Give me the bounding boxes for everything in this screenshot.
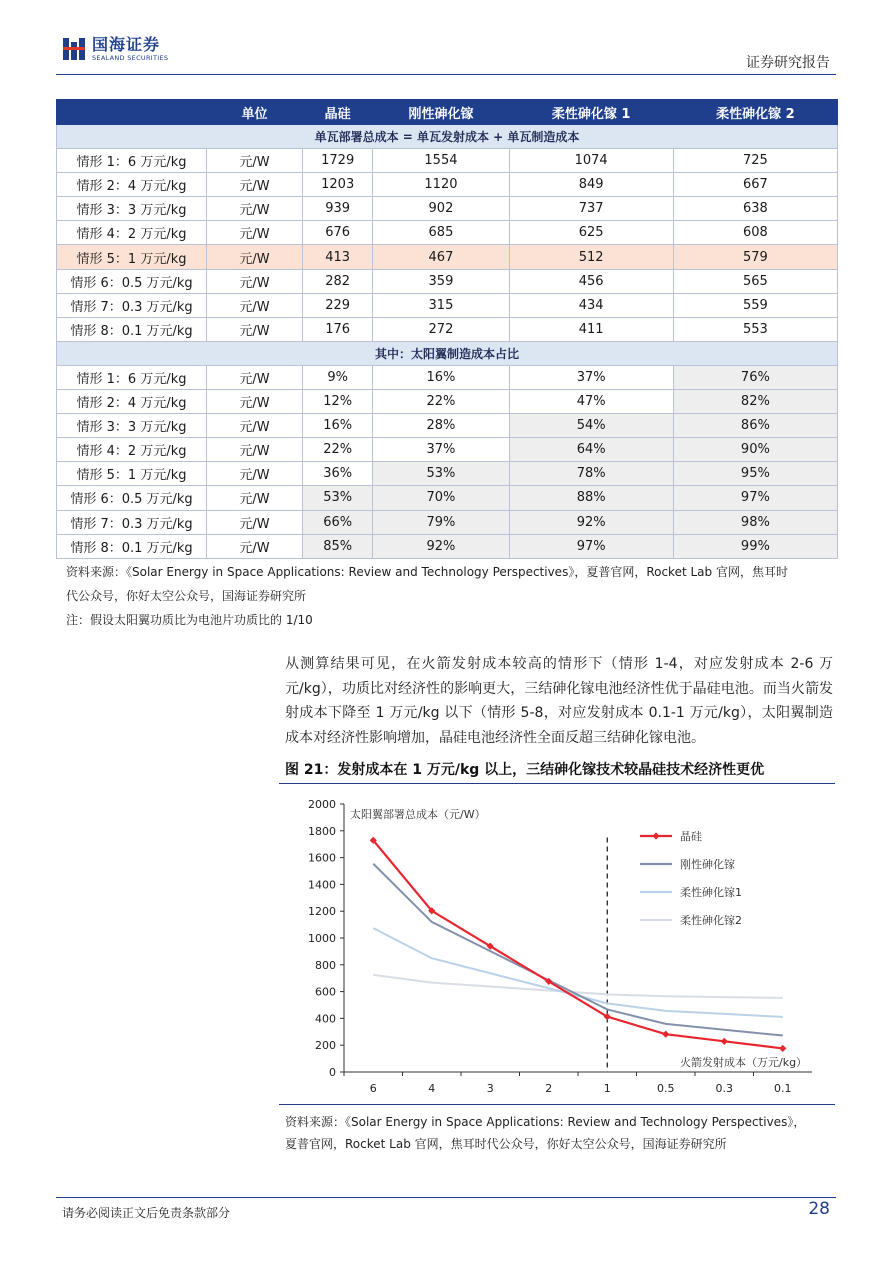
scenario-label: 情形 4：2 万元/kg [57, 221, 207, 245]
value-cell: 467 [373, 245, 509, 269]
table-source-line1: 资料来源：《Solar Energy in Space Applications: Review and Technology Perspectives》，夏普官网，Rocket Lab 官网，焦耳时 [66, 565, 788, 579]
value-cell: 176 [303, 317, 373, 341]
value-cell: 53% [303, 486, 373, 510]
x-tick-label: 4 [428, 1082, 436, 1095]
column-header: 刚性砷化镓 [373, 100, 509, 125]
value-cell: 849 [509, 173, 673, 197]
unit-cell: 元/W [207, 245, 303, 269]
value-cell: 608 [673, 221, 837, 245]
value-cell: 725 [673, 149, 837, 173]
y-axis-label: 太阳翼部署总成本（元/W） [350, 808, 486, 821]
scenario-label: 情形 6：0.5 万元/kg [57, 486, 207, 510]
value-cell: 47% [509, 390, 673, 414]
legend-label: 柔性砷化镓2 [680, 914, 742, 927]
value-cell: 16% [373, 365, 509, 389]
value-cell: 97% [509, 534, 673, 558]
unit-cell: 元/W [207, 510, 303, 534]
scenario-label: 情形 3：3 万元/kg [57, 197, 207, 221]
table-section-header [57, 125, 838, 149]
table-row [57, 149, 838, 173]
value-cell: 66% [303, 510, 373, 534]
report-type-label: 证券研究报告 [746, 55, 830, 71]
x-tick-label: 0.1 [774, 1082, 792, 1095]
value-cell: 22% [303, 438, 373, 462]
x-tick-label: 1 [603, 1082, 611, 1095]
unit-cell: 元/W [207, 390, 303, 414]
value-cell: 22% [373, 390, 509, 414]
sealand-logo-icon [62, 36, 86, 62]
scenario-label: 情形 3：3 万元/kg [57, 414, 207, 438]
column-header: 晶硅 [303, 100, 373, 125]
value-cell: 95% [673, 462, 837, 486]
cost-line-chart [280, 786, 836, 1102]
value-cell: 676 [303, 221, 373, 245]
value-cell: 76% [673, 365, 837, 389]
y-tick-label: 200 [315, 1039, 336, 1053]
table-header-row [57, 100, 838, 125]
figure-source-line1: 资料来源：《Solar Energy in Space Applications: Review and Technology Perspectives》， [285, 1115, 806, 1129]
value-cell: 229 [303, 293, 373, 317]
legend-label: 柔性砷化镓1 [680, 886, 742, 899]
table-row [57, 245, 838, 269]
unit-cell: 元/W [207, 149, 303, 173]
scenario-label: 情形 8：0.1 万元/kg [57, 317, 207, 341]
value-cell: 37% [373, 438, 509, 462]
y-tick-label: 400 [315, 1012, 336, 1026]
brand-name-cn: 国海证券 [92, 35, 161, 54]
value-cell: 1074 [509, 149, 673, 173]
value-cell: 685 [373, 221, 509, 245]
y-tick-label: 1400 [308, 878, 336, 892]
value-cell: 282 [303, 269, 373, 293]
column-header: 单位 [207, 100, 303, 125]
column-header: 柔性砷化镓 1 [509, 100, 673, 125]
table-row [57, 486, 838, 510]
table-row [57, 365, 838, 389]
table-row [57, 197, 838, 221]
value-cell: 85% [303, 534, 373, 558]
value-cell: 1120 [373, 173, 509, 197]
value-cell: 559 [673, 293, 837, 317]
figure-source-line2: 夏普官网，Rocket Lab 官网，焦耳时代公众号，你好太空公众号，国海证券研究所 [285, 1137, 727, 1151]
column-header: 柔性砷化镓 2 [673, 100, 837, 125]
legend-label: 刚性砷化镓 [680, 858, 735, 871]
value-cell: 1729 [303, 149, 373, 173]
unit-cell: 元/W [207, 293, 303, 317]
scenario-label: 情形 1：6 万元/kg [57, 365, 207, 389]
scenario-label: 情形 5：1 万元/kg [57, 245, 207, 269]
y-tick-label: 1600 [308, 851, 336, 865]
column-header [57, 100, 207, 125]
scenario-label: 情形 5：1 万元/kg [57, 462, 207, 486]
value-cell: 737 [509, 197, 673, 221]
value-cell: 939 [303, 197, 373, 221]
disclaimer-text: 请务必阅读正文后免责条款部分 [62, 1206, 231, 1220]
y-tick-label: 800 [315, 958, 336, 972]
figure-bottom-rule [279, 1104, 835, 1105]
table-row [57, 510, 838, 534]
brand-logo [62, 36, 168, 62]
footer-divider [56, 1197, 836, 1198]
value-cell: 272 [373, 317, 509, 341]
value-cell: 16% [303, 414, 373, 438]
unit-cell: 元/W [207, 317, 303, 341]
value-cell: 97% [673, 486, 837, 510]
body-paragraph: 从测算结果可见，在火箭发射成本较高的情形下（情形 1-4，对应发射成本 2-6 万元/kg），功质比对经济性的影响更大，三结砷化镓电池经济性优于晶硅电池。而当火箭发射成本下降至 1 万元/kg 以下（情形 5-8，对应发射成本 0.1-1 万元/kg），太阳翼制造成本对经济性影响增加，晶硅电池经济性全面反超三结砷化镓电池。 [285, 656, 833, 746]
value-cell: 359 [373, 269, 509, 293]
y-tick-label: 0 [329, 1066, 336, 1079]
x-axis-label: 火箭发射成本（万元/kg） [680, 1056, 808, 1069]
value-cell: 553 [673, 317, 837, 341]
value-cell: 64% [509, 438, 673, 462]
section-title: 单瓦部署总成本 = 单瓦发射成本 + 单瓦制造成本 [57, 125, 838, 149]
scenario-label: 情形 8：0.1 万元/kg [57, 534, 207, 558]
legend-label: 晶硅 [680, 830, 702, 843]
unit-cell: 元/W [207, 173, 303, 197]
value-cell: 1203 [303, 173, 373, 197]
figure-title: 图 21：发射成本在 1 万元/kg 以上，三结砷化镓技术较晶硅技术经济性更优 [285, 762, 765, 778]
value-cell: 92% [373, 534, 509, 558]
scenario-label: 情形 7：0.3 万元/kg [57, 293, 207, 317]
scenario-label: 情形 1：6 万元/kg [57, 149, 207, 173]
value-cell: 79% [373, 510, 509, 534]
scenario-label: 情形 2：4 万元/kg [57, 173, 207, 197]
value-cell: 12% [303, 390, 373, 414]
value-cell: 1554 [373, 149, 509, 173]
brand-name-en: SEALAND SECURITIES [92, 54, 169, 62]
value-cell: 53% [373, 462, 509, 486]
table-row [57, 269, 838, 293]
value-cell: 413 [303, 245, 373, 269]
value-cell: 638 [673, 197, 837, 221]
value-cell: 36% [303, 462, 373, 486]
x-tick-label: 2 [545, 1082, 553, 1095]
value-cell: 456 [509, 269, 673, 293]
table-row [57, 414, 838, 438]
table-row [57, 221, 838, 245]
value-cell: 90% [673, 438, 837, 462]
y-tick-label: 600 [315, 985, 336, 999]
unit-cell: 元/W [207, 462, 303, 486]
unit-cell: 元/W [207, 269, 303, 293]
scenario-label: 情形 6：0.5 万元/kg [57, 269, 207, 293]
scenario-label: 情形 2：4 万元/kg [57, 390, 207, 414]
value-cell: 86% [673, 414, 837, 438]
value-cell: 78% [509, 462, 673, 486]
x-tick-label: 0.5 [657, 1082, 675, 1095]
value-cell: 37% [509, 365, 673, 389]
scenario-label: 情形 4：2 万元/kg [57, 438, 207, 462]
y-tick-label: 2000 [308, 798, 336, 811]
value-cell: 9% [303, 365, 373, 389]
scenario-label: 情形 7：0.3 万元/kg [57, 510, 207, 534]
table-note: 注：假设太阳翼功质比为电池片功质比的 1/10 [66, 613, 313, 627]
value-cell: 579 [673, 245, 837, 269]
value-cell: 88% [509, 486, 673, 510]
table-row [57, 438, 838, 462]
table-row [57, 173, 838, 197]
x-tick-label: 0.3 [715, 1082, 733, 1095]
page-number: 28 [808, 1199, 830, 1219]
table-row [57, 390, 838, 414]
value-cell: 565 [673, 269, 837, 293]
y-tick-label: 1800 [308, 824, 336, 838]
value-cell: 902 [373, 197, 509, 221]
y-tick-label: 1000 [308, 932, 336, 945]
table-section-header [57, 341, 838, 365]
value-cell: 99% [673, 534, 837, 558]
value-cell: 28% [373, 414, 509, 438]
table-row [57, 534, 838, 558]
unit-cell: 元/W [207, 414, 303, 438]
unit-cell: 元/W [207, 221, 303, 245]
section-title: 其中：太阳翼制造成本占比 [57, 341, 838, 365]
unit-cell: 元/W [207, 365, 303, 389]
x-tick-label: 6 [369, 1082, 377, 1095]
figure-source [285, 1111, 835, 1155]
value-cell: 70% [373, 486, 509, 510]
figure-top-rule [279, 783, 835, 784]
unit-cell: 元/W [207, 438, 303, 462]
unit-cell: 元/W [207, 486, 303, 510]
table-row [57, 462, 838, 486]
header-divider [56, 74, 836, 75]
value-cell: 54% [509, 414, 673, 438]
unit-cell: 元/W [207, 197, 303, 221]
value-cell: 92% [509, 510, 673, 534]
value-cell: 82% [673, 390, 837, 414]
unit-cell: 元/W [207, 534, 303, 558]
value-cell: 434 [509, 293, 673, 317]
value-cell: 625 [509, 221, 673, 245]
value-cell: 98% [673, 510, 837, 534]
value-cell: 667 [673, 173, 837, 197]
table-source-line2: 代公众号，你好太空公众号，国海证券研究所 [66, 589, 307, 603]
x-tick-label: 3 [486, 1082, 494, 1095]
table-row [57, 317, 838, 341]
value-cell: 411 [509, 317, 673, 341]
cost-comparison-table [56, 99, 838, 559]
value-cell: 315 [373, 293, 509, 317]
value-cell: 512 [509, 245, 673, 269]
y-tick-label: 1200 [308, 905, 336, 919]
table-row [57, 293, 838, 317]
